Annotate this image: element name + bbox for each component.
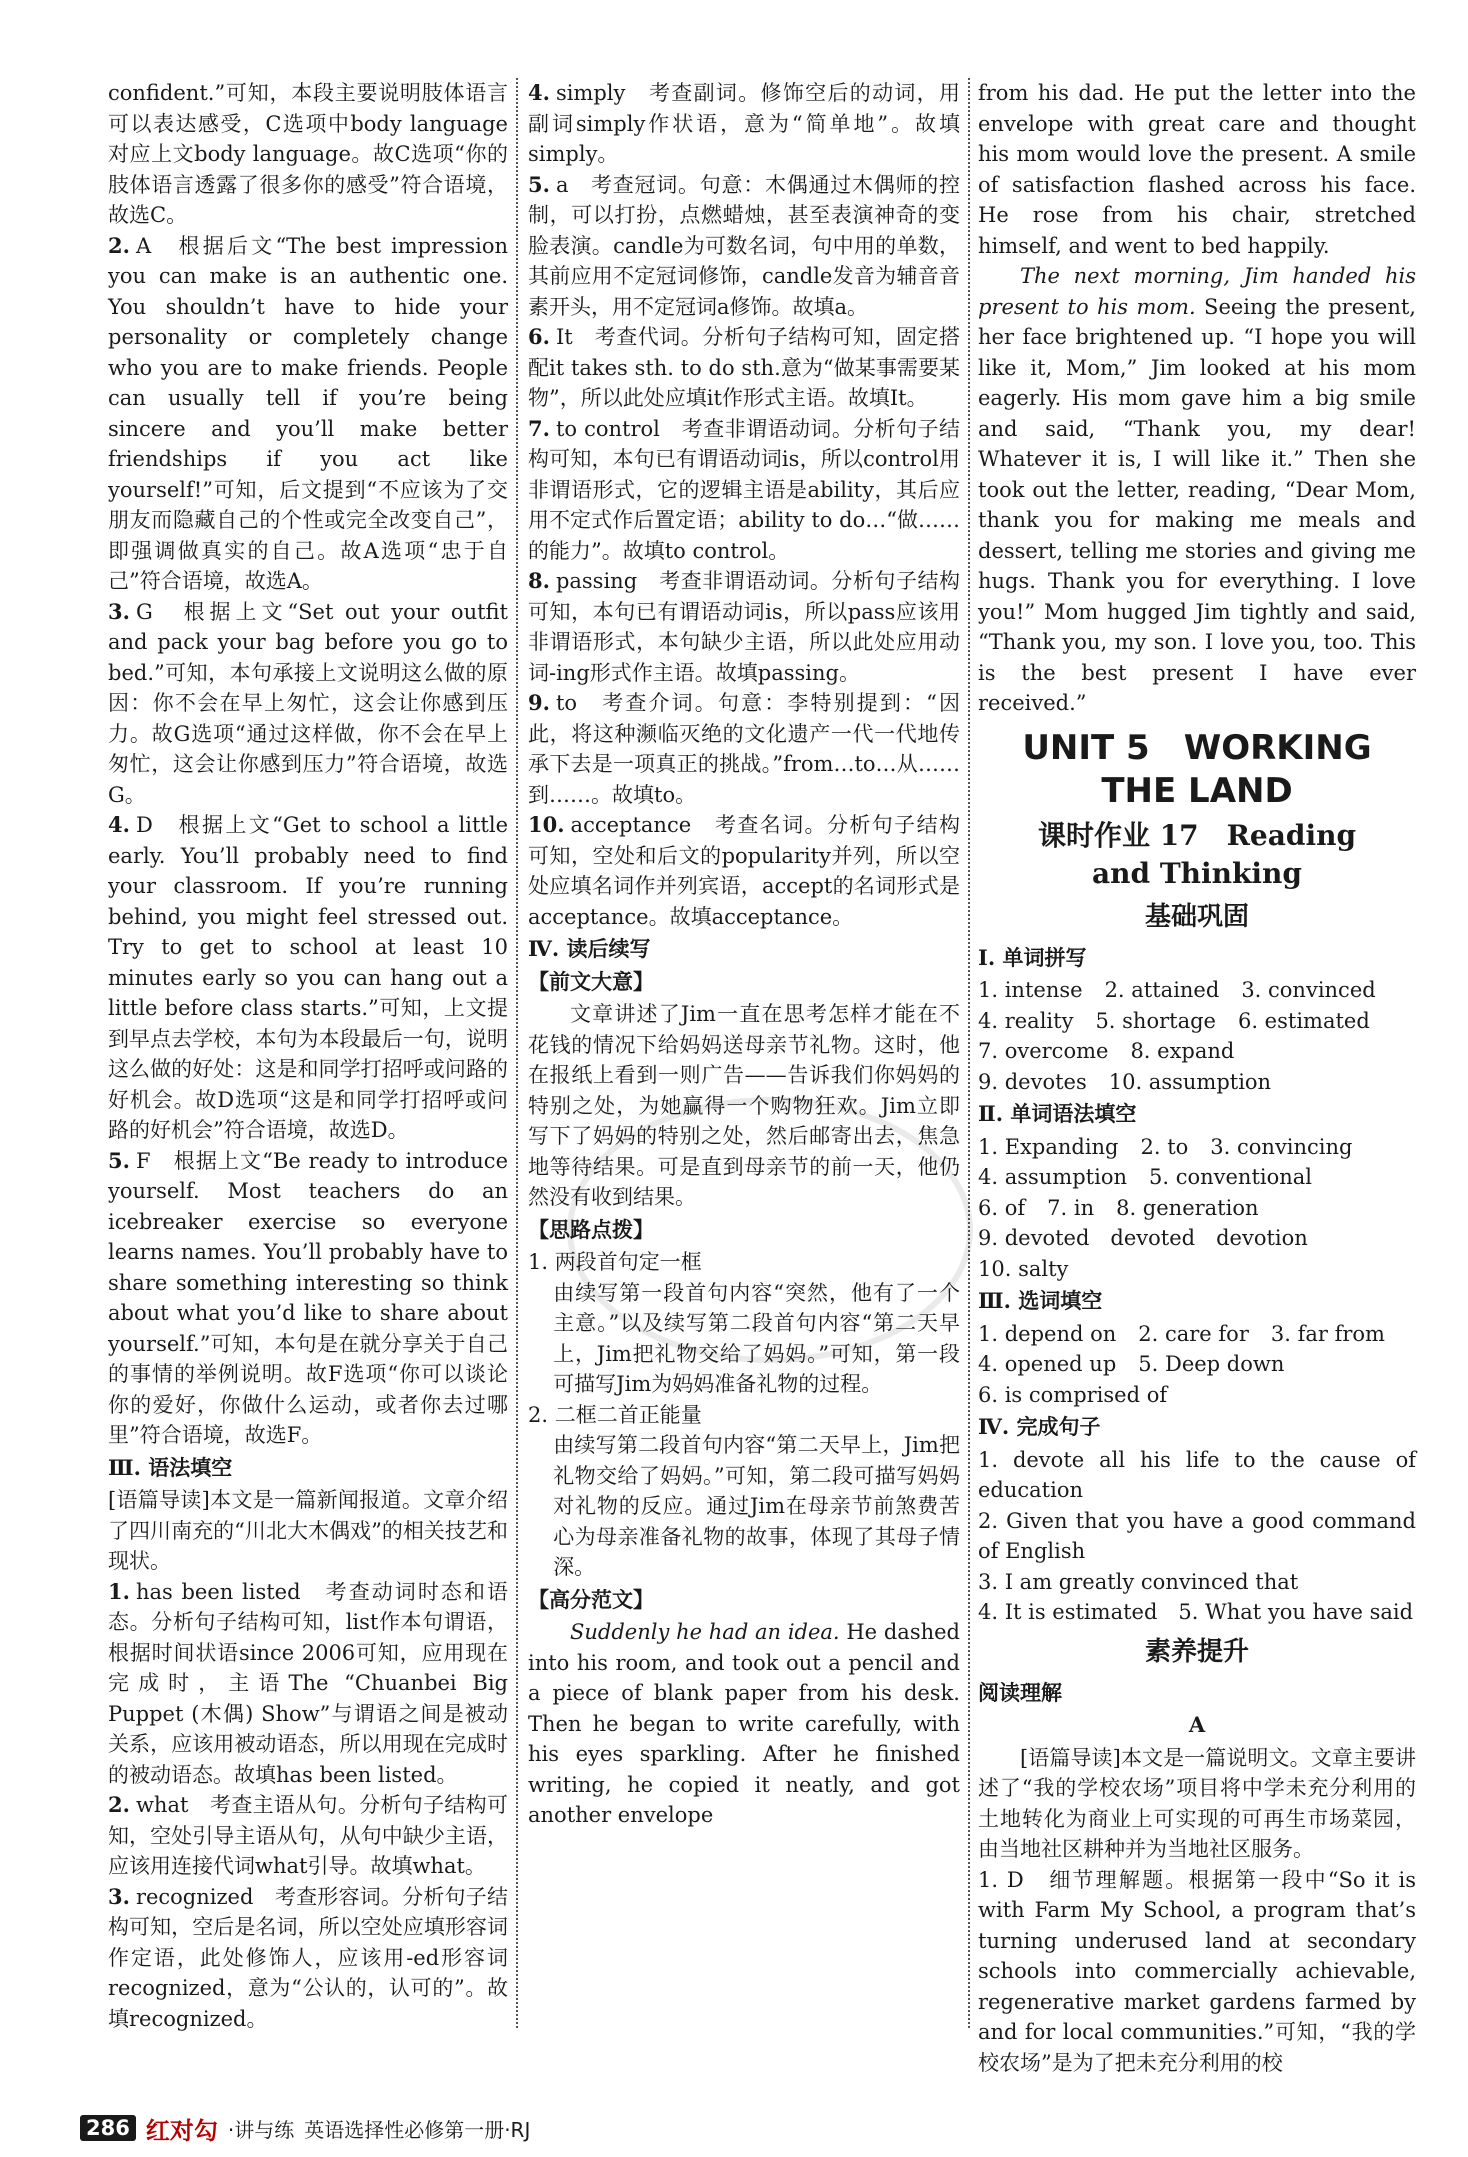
item-text: a 考查冠词。句意：木偶通过木偶师的控制，可以打扮，点燃蜡烛，甚至表演神奇的变脸表演。candle为可数名词，句中用的单数，其前应用不定冠词修饰，candle发音为辅音音素开头，用不定冠词a修饰。故填a。: [528, 172, 960, 319]
grammar-answer-item: [108, 1577, 508, 1791]
series-name: ·讲与练: [227, 2117, 295, 2142]
grammar-answer-item: [528, 688, 960, 810]
answer-row: [978, 1349, 1416, 1380]
tip2-text: 由续写第二段首句内容“第二天早上，Jim把礼物交给了妈妈。”可知，第二段可描写妈妈对礼物的反应。通过Jim在母亲节前煞费苦心为母亲准备礼物的故事，体现了其母子情深。: [553, 1433, 960, 1579]
reading-comprehension-title: 阅读理解: [978, 1679, 1062, 1705]
grammar-answer-item: [528, 78, 960, 170]
answer-cell: 5. Deep down: [1138, 1352, 1285, 1376]
sentence-answer: 3. I am greatly convinced that: [978, 1569, 1299, 1594]
item-number: 8.: [528, 568, 550, 593]
answer-cell: 3. far from: [1270, 1321, 1385, 1346]
section-choose-words: Ⅲ. 选词填空: [978, 1288, 1103, 1313]
lesson-title-line2: and Thinking: [1092, 856, 1302, 890]
answer-cell: 4. opened up: [978, 1352, 1117, 1376]
answer-cell: 10. salty: [978, 1256, 1069, 1281]
grammar-answer-item: [528, 170, 960, 323]
item-number: 2.: [108, 232, 130, 258]
item-number: 3.: [108, 598, 130, 624]
item-text: passing 考查非谓语动词。分析句子结构可知，本句已有谓语动词is，所以pass应该用非谓语形式，本句缺少主语，所以此处应用动词-ing形式作主语。故填passing。: [528, 569, 960, 685]
item-text: A 根据后文“The best impression you can make is an authentic one. You shouldn’t have to hide your personality or completely change who you are to make friends. People can usually tell if you’re being sincere and you’ll make better friendships if you act like yourself!”可知，后文提到“不应该为了交朋友而隐藏自己的个性或完全改变自己”，即强调做真实的自己。故A选项“忠于自己”符合语境，故选A。: [108, 233, 508, 593]
answer-cell: 2. to: [1140, 1134, 1189, 1159]
item-number: 7.: [528, 415, 550, 441]
answer-cell: 9. devotes: [978, 1069, 1087, 1094]
section-word-spelling: Ⅰ. 单词拼写: [978, 944, 1087, 970]
passage-guide: [语篇导读]本文是一篇说明文。文章主要讲述了“我的学校农场”项目将中学未充分利用的土地转化为商业上可实现的可再生市场菜园，由当地社区耕种并为当地社区服务。: [978, 1745, 1416, 1861]
sample-body: He dashed into his room, and took out a pencil and a piece of blank paper from his desk. Then he began to write carefully, with his eyes sparkling. After he finished writing, he copied it neatly, and got another envelope: [528, 1620, 960, 1827]
column-1: [108, 78, 508, 2034]
sentence-answer: 4. It is estimated 5. What you have said: [978, 1600, 1414, 1624]
sample-essay-continued: from his dad. He put the letter into the envelope with great care and thought his mom would love the present. A smile of satisfaction flashed across his face. He rose from his chair, stretched himself, and went to bed happily.: [978, 81, 1416, 258]
item-text: G 根据上文“Set out your outfit and pack your bag before you go to bed.”可知，本句承接上文说明这么做的原因：你不会在早上匆忙，这会让你感到压力。故G选项“通过这样做，你不会在早上匆忙，这会让你感到压力”符合语境，故选G。: [108, 599, 508, 807]
item-number: 3.: [108, 1883, 130, 1909]
item-text: acceptance 考查名词。分析句子结构可知，空处和后文的popularity并列，所以空处应填名词作并列宾语，accept的名词形式是acceptance。故填acceptance。: [528, 813, 960, 929]
item-text: It 考查代词。分析句子结构可知，固定搭配it takes sth. to do sth.意为“做某事需要某物”，所以此处应填it作形式主语。故填It。: [528, 325, 960, 410]
grammar-answer-item: [528, 810, 960, 932]
item-text: F 根据上文“Be ready to introduce yourself. Most teachers do an icebreaker exercise so everyone learns names. You’ll probably have to share something interesting so think about what you’d like to share about yourself.”可知，本句是在就分享关于自己的事情的举例说明。故F选项“你可以谈论你的爱好，你做什么运动，或者你去过哪里”符合语境，故选F。: [108, 1148, 508, 1447]
question-1-answer: 1. D 细节理解题。根据第一段中“So it is with Farm My School, a program that’s turning underused land at secondary schools into commercially achievable, regenerative market gardens farmed by and for local communities.”可知，“我的学校农场”是为了把未充分利用的校: [978, 1867, 1416, 2075]
item-number: 4.: [108, 812, 130, 837]
watermark-stamp: [560, 1080, 980, 1380]
item-number: 1.: [108, 1578, 130, 1604]
item-number: 5.: [528, 171, 550, 197]
answer-cell: 5. conventional: [1149, 1165, 1313, 1189]
grammar-answer-item: [108, 1882, 508, 2035]
second-paragraph-start: The next morning, Jim handed his present to his mom.: [978, 264, 1416, 319]
lesson-title-line1: 课时作业 17 Reading: [1037, 818, 1357, 852]
answer-cell: 6. estimated: [1237, 1008, 1370, 1033]
lesson-title: [978, 817, 1416, 893]
answer-cell: 4. reality: [978, 1008, 1074, 1033]
item-number: 4.: [528, 80, 550, 105]
answer-cell: 5. shortage: [1095, 1008, 1216, 1033]
answer-cell: 4. assumption: [978, 1165, 1127, 1189]
unit-title-line1: UNIT 5 WORKING: [1022, 727, 1372, 768]
unit-title-line2: THE LAND: [1101, 770, 1293, 811]
sentence-answer: 1. devote all his life to the cause of education: [978, 1447, 1416, 1502]
column-3: [978, 78, 1416, 2078]
section-continuation-writing: Ⅳ. 读后续写: [528, 936, 651, 961]
grammar-answer-item: [108, 1790, 508, 1882]
main-idea-text: 文章讲述了Jim一直在思考怎样才能在不花钱的情况下给妈妈送母亲节礼物。这时，他在报纸上看到一则广告——告诉我们你妈妈的特别之处，为她赢得一个购物狂欢。Jim立即写下了妈妈的特别之处，然后邮寄出去，焦急地等待结果。可是直到母亲节的前一天，他仍然没有收到结果。: [528, 1002, 960, 1209]
tip2-title: 2. 二框二首正能量: [528, 1402, 702, 1427]
answer-row: [978, 1380, 1416, 1411]
basic-heading: 基础巩固: [1144, 901, 1249, 932]
answer-cell: 3. convincing: [1210, 1134, 1353, 1159]
answer-cell: 6. of: [978, 1195, 1026, 1220]
item-number: 5.: [108, 1147, 130, 1173]
answer-item: [108, 231, 508, 597]
item-number: 9.: [528, 690, 550, 715]
sentence-answer: 2. Given that you have a good command of English: [978, 1508, 1416, 1563]
answer-cell: 9. devoted devoted devotion: [978, 1226, 1308, 1250]
section-word-grammar: Ⅱ. 单词语法填空: [978, 1101, 1137, 1126]
answer-cell: 1. depend on: [978, 1321, 1117, 1346]
item-text: what 考查主语从句。分析句子结构可知，空处引导主语从句，从句中缺少主语，应该用连接代词what引导。故填what。: [108, 1793, 508, 1878]
sample-first-sentence: Suddenly he had an idea.: [570, 1620, 840, 1644]
passage-guide: [语篇导读]本文是一篇新闻报道。文章介绍了四川南充的“川北大木偶戏”的相关技艺和现状。: [108, 1488, 508, 1573]
answer-cell: 7. overcome: [978, 1039, 1109, 1063]
answer-row: [978, 1036, 1416, 1067]
answer-cell: 8. expand: [1130, 1039, 1235, 1063]
answer-cell: 3. convinced: [1241, 978, 1376, 1002]
second-paragraph-body: Seeing the present, her face brightened up. “I hope you will like it, Mom,” Jim looked at his mom eagerly. His mom gave him a big smile and said, “Thank you, my dear! Whatever it is, I will like it.” Then she took out the letter, reading, “Dear Mom, thank you for making me meals and dessert, telling me stories and giving me hugs. Thank you for everything. I love you!” Mom hugged Jim tightly and said, “Thank you, my son. I love you, too. This is the best present I have ever received.”: [978, 294, 1416, 715]
item-text: to 考查介词。句意：李特别提到：“因此，将这种濒临灭绝的文化遗产一代一代地传承下去是一项真正的挑战。”from…to…从……到……。故填to。: [528, 691, 960, 807]
main-idea-label: 【前文大意】: [528, 968, 654, 994]
answer-row: [978, 1319, 1416, 1350]
answer-cell: 7. in: [1047, 1195, 1095, 1220]
grammar-answer-item: [528, 566, 960, 688]
column-divider: [968, 78, 970, 2028]
answer-row: [978, 1193, 1416, 1224]
item-number: 6.: [528, 324, 550, 349]
brand-logo: 红对勾: [145, 2115, 218, 2145]
sample-essay-part1: [528, 1617, 960, 1831]
answer-row: [978, 1223, 1416, 1284]
item-number: 2.: [108, 1792, 130, 1817]
answer-item: [108, 1146, 508, 1451]
item-text: simply 考查副词。修饰空后的动词，用副词simply作状语，意为“简单地”。故填simply。: [528, 81, 960, 166]
improve-heading: 素养提升: [1144, 1636, 1249, 1667]
item-text: has been listed 考查动词时态和语态。分析句子结构可知，list作本句谓语，根据时间状语since 2006可知，应用现在完成时，主语The “Chuanbei Big Puppet (木偶) Show”与谓语之间是被动关系，应该用被动语态，所以用现在完成时的被动语态。故填has been listed。: [108, 1579, 508, 1787]
item-text: to control 考查非谓语动词。分析句子结构可知，本句已有谓语动词is，所以control用非谓语形式，它的逻辑主语是ability，其后应用不定式作后置定语；ability to do…“做……的能力”。故填to control。: [528, 416, 960, 563]
tip1-title: 1. 两段首句定一框: [528, 1250, 702, 1274]
answer-row: [978, 1006, 1416, 1037]
book-title: 英语选择性必修第一册·RJ: [304, 2117, 531, 2142]
answer-cell: 2. care for: [1138, 1321, 1249, 1346]
answer-row: [978, 1162, 1416, 1193]
item-number: 10.: [528, 812, 565, 837]
item-text: recognized 考查形容词。分析句子结构可知，空后是名词，所以空处应填形容词作定语，此处修饰人，应该用-ed形容词recognized，意为“公认的，认可的”。故填recognized。: [108, 1884, 508, 2031]
answer-item: [108, 810, 508, 1146]
item-text: D 根据上文“Get to school a little early. You’ll probably need to find your classroom. If you’re running behind, you might feel stressed out. Try to get to school at least 10 minutes early so you can hang out a little before class starts.”可知，上文提到早点去学校，本句为本段最后一句，说明这么做的好处：这是和同学打招呼或问路的好机会。故D选项“这是和同学打招呼或问路的好机会”符合语境，故选D。: [108, 813, 508, 1142]
column-divider: [516, 78, 518, 2028]
answer-cell: 1. Expanding: [978, 1134, 1119, 1159]
sample-essay-part2: [978, 261, 1416, 719]
section-complete-sentences: Ⅳ. 完成句子: [978, 1414, 1101, 1439]
tips-label: 【思路点拨】: [528, 1216, 654, 1242]
grammar-answer-item: [528, 322, 960, 414]
page-number: 286: [80, 2115, 136, 2141]
tip1-text: 由续写第一段首句内容“突然，他有了一个主意。”以及续写第二段首句内容“第二天早上，Jim把礼物交给了妈妈。”可知，第一段可描写Jim为妈妈准备礼物的过程。: [553, 1280, 960, 1396]
answer-item: [108, 597, 508, 811]
answer-row: [978, 975, 1416, 1006]
answer-cell: 10. assumption: [1108, 1069, 1272, 1094]
answer-cell: 2. attained: [1104, 978, 1220, 1002]
answer-row: [978, 1132, 1416, 1163]
grammar-answer-item: [528, 414, 960, 567]
answer-cell: 1. intense: [978, 978, 1083, 1002]
passage-label: A: [1188, 1712, 1206, 1737]
column-2: [528, 78, 960, 1831]
section-grammar-fill: Ⅲ. 语法填空: [108, 1454, 233, 1480]
answer-intro: confident.”可知，本段主要说明肢体语言可以表达感受，C选项中body language对应上文body language。故C选项“你的肢体语言透露了很多你的感受”符合语境，故选C。: [108, 81, 508, 227]
page-footer: [80, 2112, 530, 2144]
unit-title: [978, 727, 1416, 813]
answer-cell: 8. generation: [1116, 1195, 1259, 1220]
answer-cell: 6. is comprised of: [978, 1382, 1168, 1407]
answer-row: [978, 1067, 1416, 1098]
sample-label: 【高分范文】: [528, 1586, 654, 1612]
